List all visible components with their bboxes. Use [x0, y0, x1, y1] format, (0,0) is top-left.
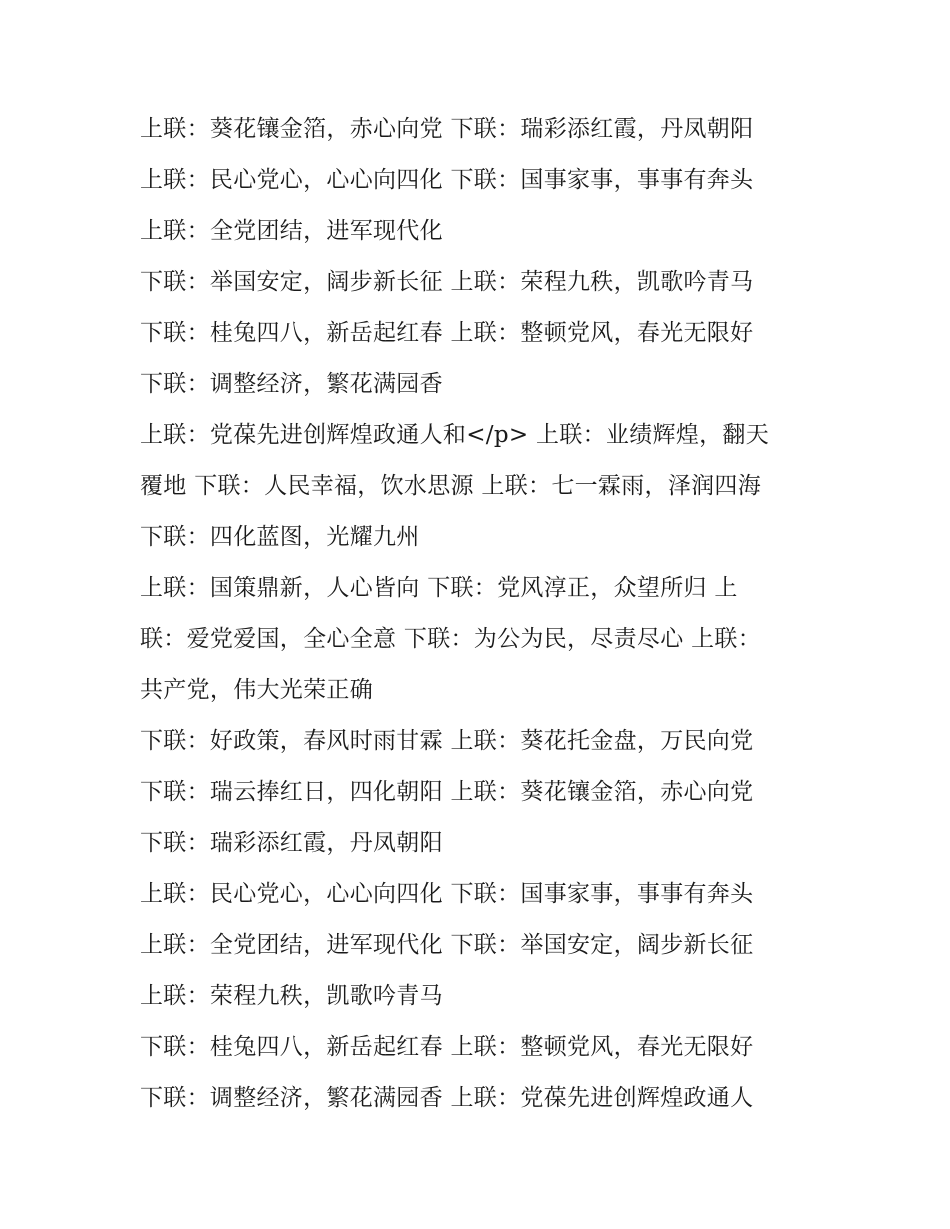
text-line: 上联：全党团结，进军现代化 [140, 218, 443, 244]
text-line: 下联：瑞彩添红霞，丹凤朝阳 [140, 830, 443, 856]
text-line: 下联：调整经济，繁花满园香 上联：党葆先进创辉煌政通人 [140, 1085, 754, 1111]
text-line: 下联：桂兔四八，新岳起红春 上联：整顿党风，春光无限好 [140, 1034, 754, 1060]
text-line: 下联：瑞云捧红日，四化朝阳 上联：葵花镶金箔，赤心向党 [140, 779, 754, 805]
text-line: 上联：民心党心，心心向四化 下联：国事家事，事事有奔头 [140, 881, 754, 907]
text-line: 上联：全党团结，进军现代化 下联：举国安定，阔步新长征 [140, 932, 754, 958]
document-body [140, 104, 820, 1124]
text-line: 下联：桂兔四八，新岳起红春 上联：整顿党风，春光无限好 [140, 320, 754, 346]
text-line: 上联：葵花镶金箔，赤心向党 下联：瑞彩添红霞，丹凤朝阳 [140, 116, 754, 142]
text-line: 上联：国策鼎新，人心皆向 下联：党风淳正，众望所归 上 [140, 575, 738, 601]
text-line: 共产党，伟大光荣正确 [140, 677, 373, 703]
text-line: 下联：举国安定，阔步新长征 上联：荣程九秩，凯歌吟青马 [140, 269, 754, 295]
text-line: 下联：调整经济，繁花满园香 [140, 371, 443, 397]
text-line: 上联：民心党心，心心向四化 下联：国事家事，事事有奔头 [140, 167, 754, 193]
text-line: 下联：好政策，春风时雨甘霖 上联：葵花托金盘，万民向党 [140, 728, 754, 754]
text-line: 覆地 下联：人民幸福，饮水思源 上联：七一霖雨，泽润四海 [140, 473, 762, 499]
text-line: 联：爱党爱国，全心全意 下联：为公为民，尽责尽心 上联： [140, 626, 762, 652]
text-line: 上联：荣程九秩，凯歌吟青马 [140, 983, 443, 1009]
text-line: 下联：四化蓝图，光耀九州 [140, 524, 420, 550]
text-line: 上联：党葆先进创辉煌政通人和</p> 上联：业绩辉煌，翻天 [140, 422, 770, 448]
